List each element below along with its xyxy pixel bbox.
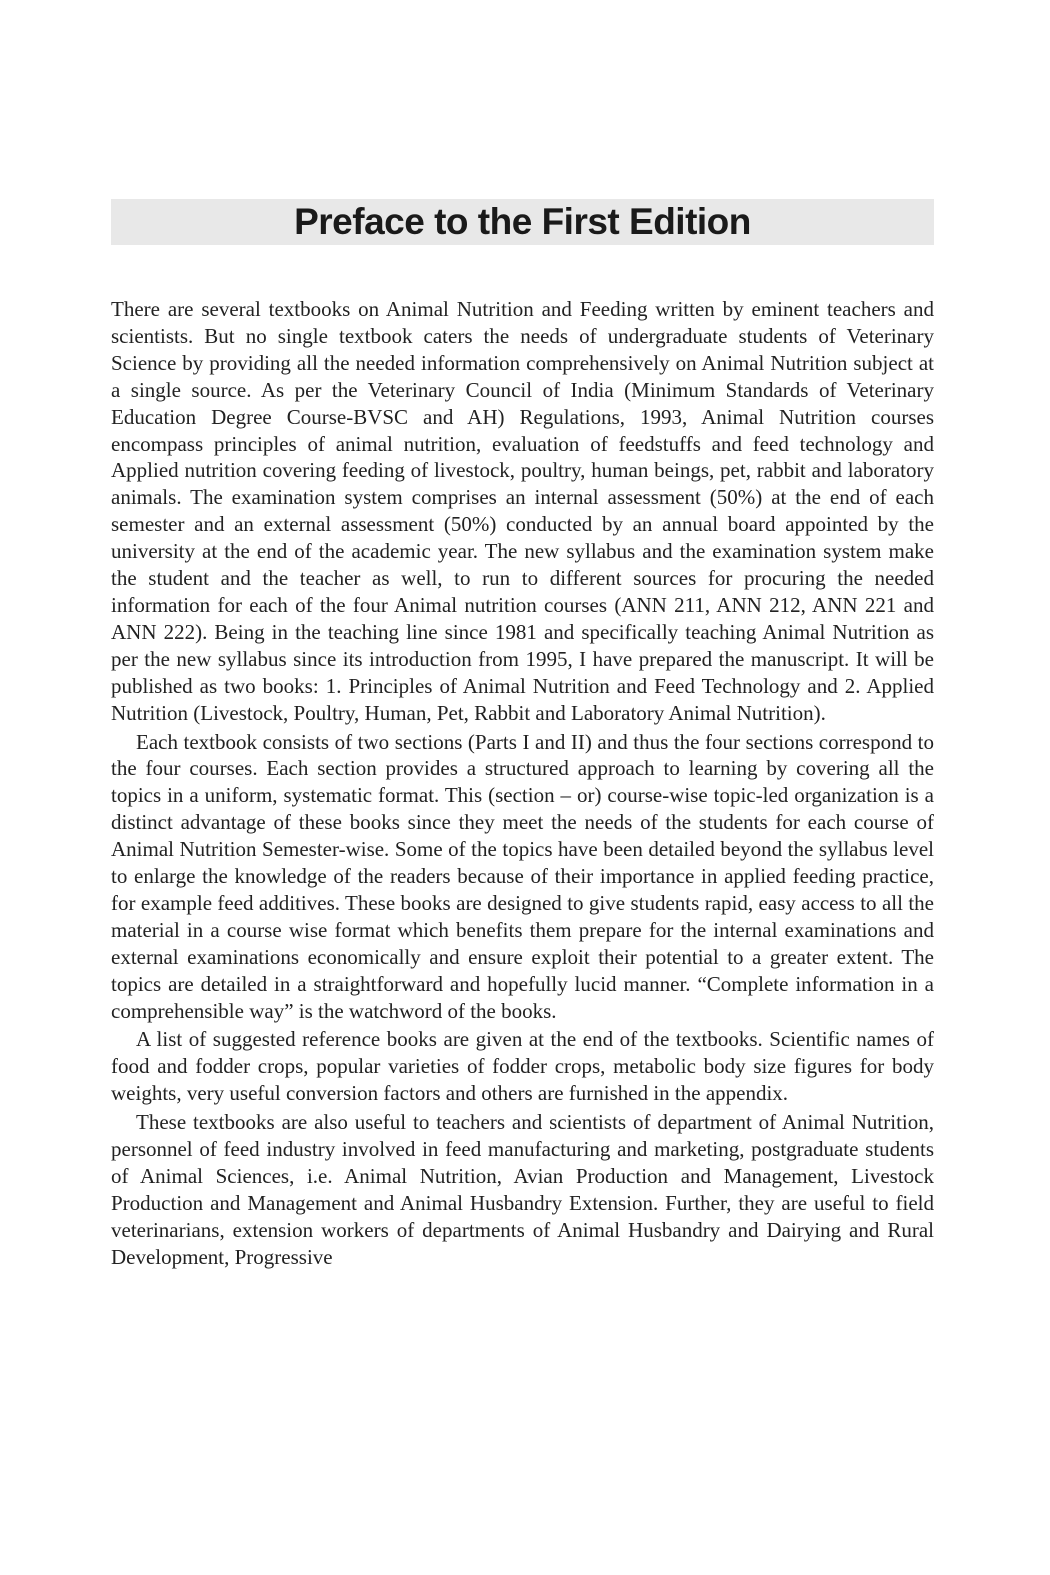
title-band <box>111 199 934 245</box>
paragraph-4: These textbooks are also useful to teachers and scientists of department of Animal Nutrition, personnel of feed industry involved in feed manufacturing and marketing, postgraduate students of Animal Sciences, i.e. Animal Nutrition, Avian Production and Management, Livestock Production and Management and Animal Husbandry Extension. Further, they are useful to field veterinarians, extension workers of departments of Animal Husbandry and Dairying and Rural Development, Progressive <box>111 1110 934 1269</box>
paragraph-1: There are several textbooks on Animal Nutrition and Feeding written by eminent teachers and scientists. But no single textbook caters the needs of undergraduate students of Veterinary Science by providing all the needed information comprehensively on Animal Nutrition subject at a single source. As per the Veterinary Council of India (Minimum Standards of Veterinary Education Degree Course-BVSC and AH) Regulations, 1993, Animal Nutrition courses encompass principles of animal nutrition, evaluation of feedstuffs and feed technology and Applied nutrition covering feeding of livestock, poultry, human beings, pet, rabbit and laboratory animals. The examination system comprises an internal assessment (50%) at the end of each semester and an external assessment (50%) conducted by an annual board appointed by the university at the end of the academic year. The new syllabus and the examination system make the student and the teacher as well, to run to different sources for procuring the needed information for each of the four Animal nutrition courses (ANN 211, ANN 212, ANN 221 and ANN 222). Being in the teaching line since 1981 and specifically teaching Animal Nutrition as per the new syllabus since its introduction from 1995, I have prepared the manuscript. It will be published as two books: 1. Principles of Animal Nutrition and Feed Technology and 2. Applied Nutrition (Livestock, Poultry, Human, Pet, Rabbit and Laboratory Animal Nutrition). <box>111 297 934 725</box>
page-title: Preface to the First Edition <box>294 201 751 242</box>
paragraph-3: A list of suggested reference books are given at the end of the textbooks. Scientific names of food and fodder crops, popular varieties of fodder crops, metabolic body size figures for body weights, very useful conversion factors and others are furnished in the appendix. <box>111 1027 934 1106</box>
paragraph-2: Each textbook consists of two sections (Parts I and II) and thus the four sections correspond to the four courses. Each section provides a structured approach to learning by covering all the topics in a uniform, systematic format. This (section – or) course-wise topic-led organization is a distinct advantage of these books since they meet the needs of the students for each course of Animal Nutrition Semester-wise. Some of the topics have been detailed beyond the syllabus level to enlarge the knowledge of the readers because of their importance in applied feeding practice, for example feed additives. These books are designed to give students rapid, easy access to all the material in a course wise format which benefits them prepare for the internal examinations and external examinations economically and ensure exploit their potential to a greater extent. The topics are detailed in a straightforward and hopefully lucid manner. “Complete information in a comprehensible way” is the watchword of the books. <box>111 729 934 1023</box>
body-text <box>111 296 934 1273</box>
